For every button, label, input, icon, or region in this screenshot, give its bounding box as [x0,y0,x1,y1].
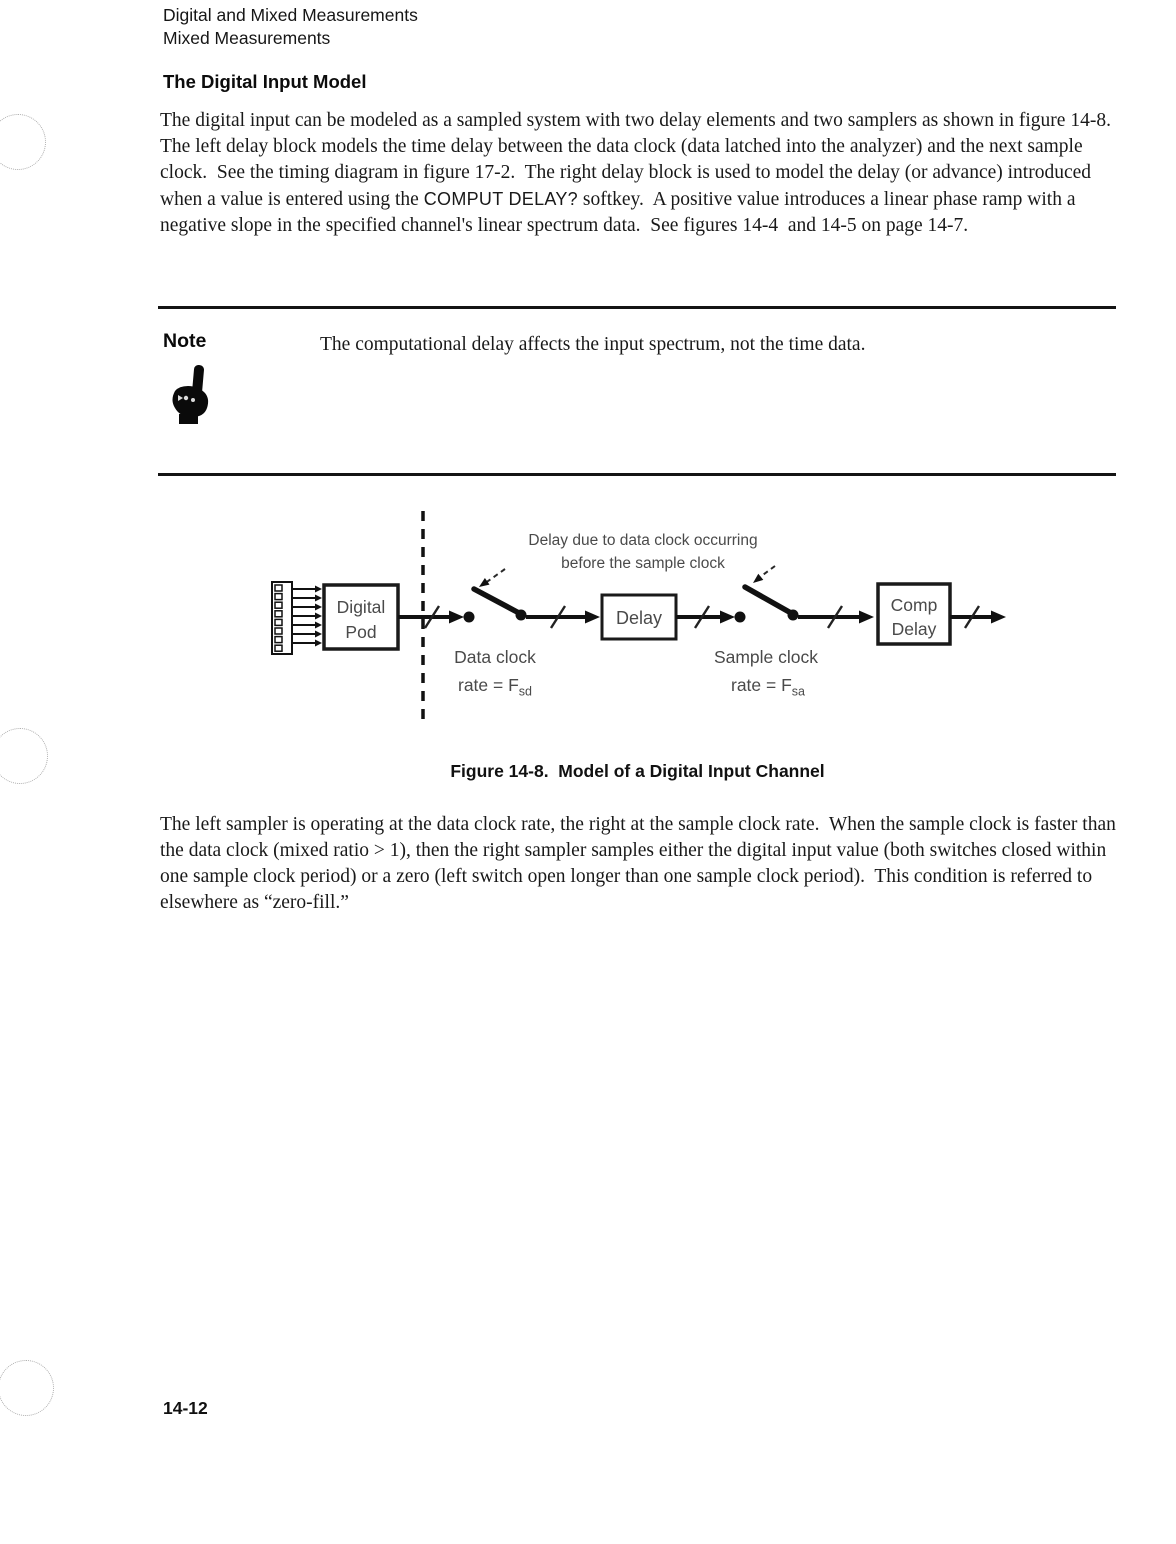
body-paragraph: The left sampler is operating at the data clock rate, the right at the sample clock rate. When the sample clock is faster than the data clock (mixed ratio > 1), then the right sampler samples either the digital input value (both switches closed within one sample clock period) or a zero (left switch open longer than one sample clock period). This condition is referred to elsewhere as “zero-fill.” [160,814,1121,913]
arrowhead [585,611,600,624]
pod-connector-icon [272,582,322,654]
softkey-name: COMPUT DELAY? [423,189,578,209]
page-number: 14-12 [163,1398,208,1418]
comp-delay-label-line2: Delay [891,619,937,639]
arrowhead [449,611,464,624]
figure-diagram [258,497,1018,737]
intro-paragraph [160,108,1121,239]
scan-hole-mark [0,114,46,170]
scan-hole-mark [0,1360,54,1416]
delay-block [602,595,676,639]
digital-pod-block [324,585,398,649]
delay-label: Delay [615,608,663,628]
scan-hole-mark [0,728,48,784]
sampler-switch-icon [735,566,799,623]
comp-delay-label-line1: Comp [890,595,938,615]
intro-paragraph-part1: The digital input can be modeled as a sampled system with two delay elements and two samplers as shown in figure 14-8. The left delay block models the time delay between the data clock (data latched into the analyzer) and the next sample clock. See the timing diagram in figure 17-2. The right delay block is used to model the delay (or advance) introduced when a value is entered using the [160,110,1121,210]
figure-caption: Figure 14-8. Model of a Digital Input Channel [450,761,825,781]
comp-delay-block [878,584,950,644]
digital-pod-label-line2: Pod [345,622,377,642]
running-header-line2: Mixed Measurements [163,28,331,48]
data-clock-rate-label: rate = $F_{sd}$ [458,675,532,699]
arrowhead [720,611,735,624]
arrowhead [859,611,874,624]
sampler-switch-icon [464,569,527,623]
data-clock-label: Data clock [454,647,536,667]
intro-paragraph-part2: softkey. A positive value introduces a linear phase ramp with a negative slope in the specified channel's linear spectrum data. See figures 14-4 and 14-5 on page 14-7. [160,189,1081,236]
horizontal-rule-bottom [158,473,1116,476]
sample-clock-rate-label: rate = $F_{sa}$ [731,675,805,699]
figure-annotation-line2: before the sample clock [561,555,725,572]
note-label: Note [163,330,207,352]
horizontal-rule-top [158,306,1116,309]
running-header-line1: Digital and Mixed Measurements [163,5,418,25]
section-heading: The Digital Input Model [163,71,367,92]
pointing-hand-icon [166,364,216,431]
sample-clock-label: Sample clock [713,647,819,667]
digital-pod-label-line1: Digital [336,597,386,617]
running-header [163,4,418,50]
arrowhead [991,611,1006,624]
figure-annotation-line1: Delay due to data clock occurring [528,532,758,549]
note-text: The computational delay affects the input spectrum, not the time data. [320,334,866,355]
